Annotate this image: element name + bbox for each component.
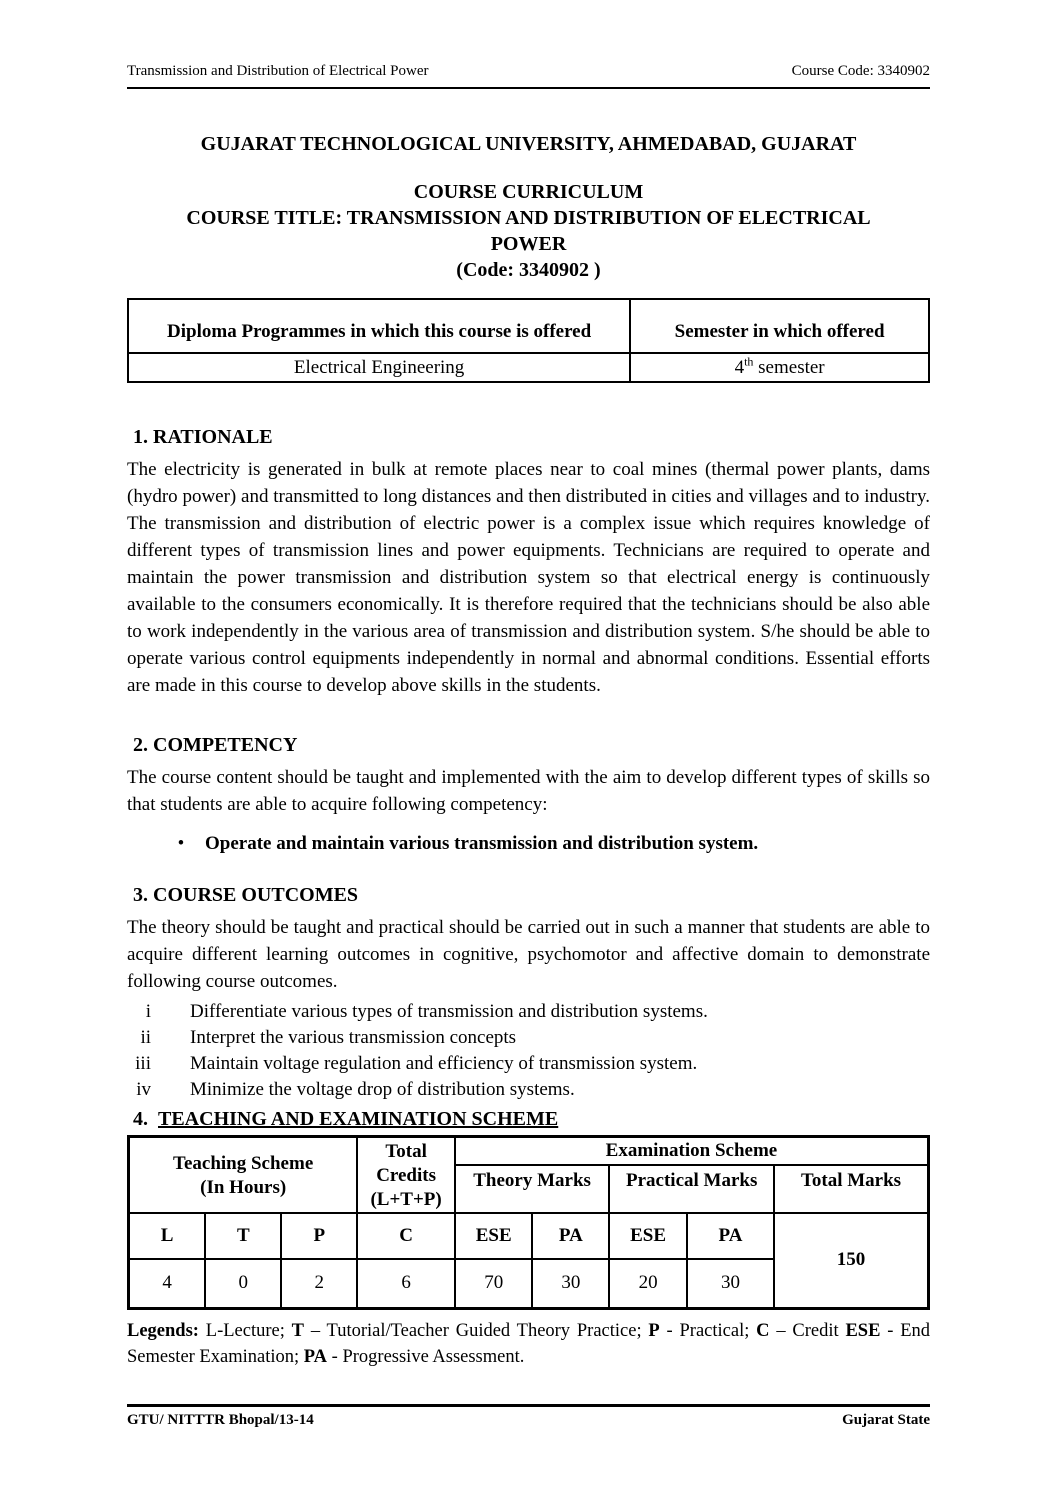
col-label-theory-ese: ESE [455, 1213, 533, 1259]
value-P: 2 [281, 1259, 357, 1308]
col-label-theory-pa: PA [532, 1213, 609, 1259]
col-label-L: L [129, 1213, 206, 1259]
outcome-number: ii [140, 1027, 151, 1048]
total-credits-line1: Total [385, 1141, 427, 1162]
page-content [127, 89, 930, 1370]
competency-bullet-text: Operate and maintain various transmission and distribution system. [205, 833, 759, 854]
legends-segment: – Credit [769, 1320, 846, 1341]
teaching-scheme-line2: (In Hours) [200, 1177, 287, 1198]
total-credits-line3: (L+T+P) [370, 1189, 442, 1210]
rationale-heading: 1. RATIONALE [133, 426, 273, 448]
legends-segment: – Tutorial/Teacher Guided Theory Practice; [304, 1320, 649, 1341]
col-label-practical-ese: ESE [609, 1213, 687, 1259]
legends-segment: P [648, 1320, 660, 1341]
legends-segment: T [291, 1320, 305, 1341]
col-label-practical-pa: PA [687, 1213, 774, 1259]
value-T: 0 [205, 1259, 281, 1308]
semester-number: 4 [734, 356, 745, 378]
legends-paragraph [127, 1318, 930, 1370]
outcome-item [127, 1077, 930, 1103]
outcomes-list [127, 999, 930, 1103]
teaching-scheme-line1: Teaching Scheme [173, 1153, 314, 1174]
legends-label: Legends: [127, 1320, 206, 1341]
running-footer-right: Gujarat State [842, 1412, 930, 1428]
competency-heading: 2. COMPETENCY [133, 734, 298, 756]
scheme-heading-text: TEACHING AND EXAMINATION SCHEME [158, 1108, 559, 1130]
value-theory-ese: 70 [455, 1259, 533, 1308]
running-footer [127, 1404, 930, 1429]
offer-table-col1-header: Diploma Programmes in which this course is offered [128, 299, 630, 353]
practical-marks-header: Practical Marks [609, 1165, 774, 1213]
total-marks-header: Total Marks [774, 1165, 928, 1213]
examination-scheme-header: Examination Scheme [455, 1137, 929, 1166]
running-header-left: Transmission and Distribution of Electrical Power [127, 63, 429, 79]
course-title-line1: COURSE TITLE: TRANSMISSION AND DISTRIBUTION OF ELECTRICAL [186, 207, 871, 229]
value-theory-pa: 30 [532, 1259, 609, 1308]
competency-paragraph: The course content should be taught and implemented with the aim to develop different types of skills so that students are able to acquire following competency: [127, 767, 930, 815]
rationale-paragraph: The electricity is generated in bulk at remote places near to coal mines (thermal power plants, dams (hydro power) and transmitted to long distances and then distributed in cities and villages and to industry. The transmission and distribution of electric power is a complex issue which requires knowledge of different types of transmission lines and power equipments. Technicians are required to operate and maintain the power transmission and distribution system so that electrical energy is continuously available to the consumers economically. It is therefore required that the technicians should be also able to work independently in the various area of transmission and distribution system. S/he should be able to operate various control equipments independently in normal and abnormal conditions. Essential efforts are made in this course to develop above skills in the students. [127, 459, 930, 696]
col-label-T: T [205, 1213, 281, 1259]
university-title: GUJARAT TECHNOLOGICAL UNIVERSITY, AHMEDABAD, GUJARAT [200, 133, 857, 155]
bullet-icon: • [177, 833, 185, 854]
outcome-number: iv [136, 1079, 151, 1100]
scheme-heading-number: 4. [133, 1108, 148, 1130]
outcomes-paragraph: The theory should be taught and practical should be carried out in such a manner that students are able to acquire different learning outcomes in cognitive, psychomotor and affective domain to demonstrate following course outcomes. [127, 917, 930, 992]
outcome-item [127, 1025, 930, 1051]
col-label-P: P [281, 1213, 357, 1259]
running-footer-left: GTU/ NITTTR Bhopal/13-14 [127, 1412, 314, 1428]
course-code: (Code: 3340902 ) [456, 259, 601, 281]
outcomes-heading: 3. COURSE OUTCOMES [133, 884, 359, 906]
legends-segment: ESE [845, 1320, 881, 1341]
outcome-number: i [145, 1001, 151, 1022]
offer-table-col2-header: Semester in which offered [630, 299, 929, 353]
semester-word: semester [753, 356, 825, 378]
scheme-label-row [129, 1213, 929, 1259]
outcome-number: iii [135, 1053, 151, 1074]
theory-marks-header: Theory Marks [455, 1165, 609, 1213]
value-L: 4 [129, 1259, 206, 1308]
course-title-block [127, 179, 930, 283]
legends-segment: C [756, 1320, 770, 1341]
outcome-text: Maintain voltage regulation and efficiency of transmission system. [190, 1053, 698, 1074]
value-practical-pa: 30 [687, 1259, 774, 1308]
running-header-right: Course Code: 3340902 [791, 63, 930, 79]
legends-segment: - End Semester Examination; [127, 1320, 931, 1367]
running-header [127, 62, 930, 89]
course-title-line2: POWER [490, 233, 567, 255]
course-curriculum-label: COURSE CURRICULUM [413, 181, 644, 203]
offer-table-semester [630, 353, 929, 382]
total-credits-line2: Credits [376, 1165, 436, 1186]
total-credits-header [357, 1137, 455, 1214]
offer-table-header-row [128, 299, 929, 353]
scheme-header-row-1 [129, 1137, 929, 1166]
value-C: 6 [357, 1259, 455, 1308]
legends-segment: L-Lecture; [205, 1320, 292, 1341]
legends-segment: - Practical; [659, 1320, 757, 1341]
outcome-item [127, 1051, 930, 1077]
teaching-scheme-header [129, 1137, 358, 1214]
outcome-text: Minimize the voltage drop of distribution systems. [190, 1079, 575, 1100]
scheme-heading [127, 1107, 930, 1132]
semester-ordinal-suffix: th [744, 354, 754, 369]
offer-table-programme: Electrical Engineering [128, 353, 630, 382]
outcome-item [127, 999, 930, 1025]
col-label-C: C [357, 1213, 455, 1259]
legends-segment: PA [303, 1346, 328, 1367]
offer-table [127, 298, 930, 383]
competency-bullet-item [127, 830, 930, 857]
total-marks-value: 150 [774, 1213, 928, 1308]
value-practical-ese: 20 [609, 1259, 687, 1308]
offer-table-data-row [128, 353, 929, 382]
legends-segment: - Progressive Assessment. [327, 1346, 525, 1367]
outcome-text: Interpret the various transmission concepts [190, 1027, 517, 1048]
outcome-text: Differentiate various types of transmission and distribution systems. [190, 1001, 708, 1022]
scheme-table [127, 1135, 930, 1310]
